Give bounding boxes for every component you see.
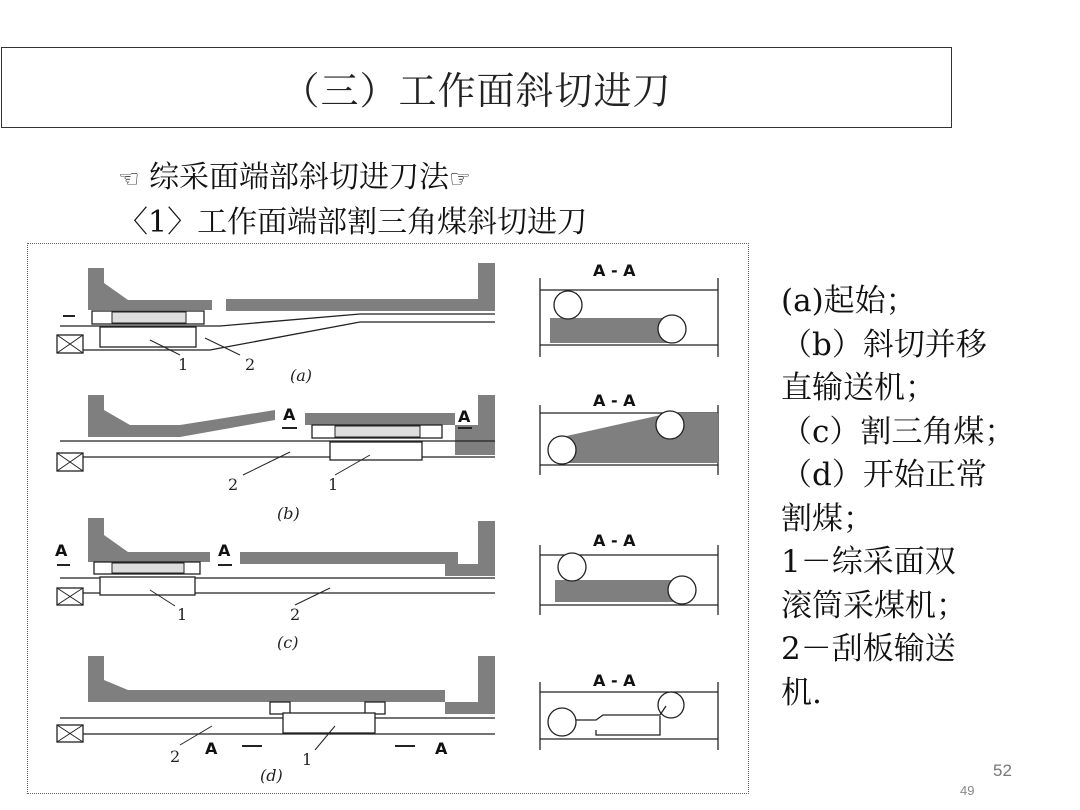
roof-beam-right-a: [226, 299, 478, 311]
shearer-hatch-a: [112, 312, 186, 323]
legend-line: （b）斜切并移: [781, 326, 987, 363]
label-1-a: 1: [178, 355, 189, 374]
pointing-right-hand-icon: ☞: [449, 165, 471, 193]
panel-c: [55, 518, 495, 652]
subtitle-method-text: 综采面端部斜切进刀法: [149, 160, 450, 195]
coal-wall-right-a: [478, 263, 495, 311]
coal-wall-right-c: [478, 521, 495, 576]
page-number: 52: [993, 761, 1012, 780]
label-2-c: 2: [290, 605, 301, 624]
pointing-left-hand-icon: ☜: [118, 165, 140, 193]
legend-line: （d）开始正常: [781, 457, 987, 493]
legend-line: （c）割三角煤；: [781, 413, 1016, 450]
section-label-b: A - A: [593, 391, 636, 410]
shearer-body-b: [330, 442, 422, 460]
section-c: [540, 531, 718, 615]
mark-a-left-c: A: [55, 541, 68, 560]
coal-roof-left-b: [88, 395, 275, 437]
coal-wall-right-b: [478, 395, 495, 455]
label-1-c: 1: [177, 605, 188, 624]
caption-c: (c): [277, 633, 299, 652]
coal-roof-left-c: [88, 518, 210, 562]
legend-line: 滚筒采煤机；: [781, 587, 967, 624]
label-1-b: 1: [328, 475, 339, 494]
page-title: （三）工作面斜切进刀: [281, 69, 672, 113]
section-label-d: A - A: [593, 671, 636, 690]
legend-line: 机.: [781, 674, 822, 711]
section-label-c: A - A: [593, 531, 636, 550]
legend-line: 1－综采面双: [781, 544, 956, 580]
shearer-body-a: [100, 327, 196, 347]
section-label-a: A - A: [593, 261, 636, 280]
section-d: [540, 671, 718, 750]
panel-d: [57, 656, 495, 785]
label-2-d: 2: [170, 747, 181, 766]
shearer-body-d: [283, 713, 375, 733]
section-b: [540, 391, 718, 475]
legend-line: 割煤；: [781, 500, 874, 537]
mark-a-right-d: A: [435, 739, 448, 758]
label-2-b: 2: [228, 475, 239, 494]
label-1-d: 1: [302, 750, 313, 769]
subtitle-section: 〈1〉工作面端部割三角煤斜切进刀: [118, 205, 588, 240]
coal-roof-left-d: [88, 656, 445, 702]
mark-a-left-d: A: [205, 739, 218, 758]
caption-a: (a): [290, 366, 313, 385]
section-a: [540, 261, 718, 357]
coal-wall-right-d: [478, 656, 495, 714]
legend-line: (a)起始；: [781, 283, 917, 319]
mark-a-left-b: A: [283, 405, 296, 424]
legend-line: 2－刮板输送: [781, 631, 956, 667]
shearer-body-c: [100, 577, 195, 595]
panel-b: [57, 395, 495, 523]
caption-b: (b): [277, 504, 300, 523]
caption-d: (d): [260, 766, 283, 785]
panel-a: [57, 263, 495, 385]
legend-line: 直输送机；: [781, 370, 936, 406]
mark-a-right-b: A: [458, 407, 471, 426]
label-2-a: 2: [245, 355, 256, 374]
legend: [781, 280, 1076, 715]
page-number-small: 49: [960, 783, 975, 798]
coal-roof-left-a: [88, 268, 212, 310]
mark-a-right-c: A: [218, 541, 231, 560]
